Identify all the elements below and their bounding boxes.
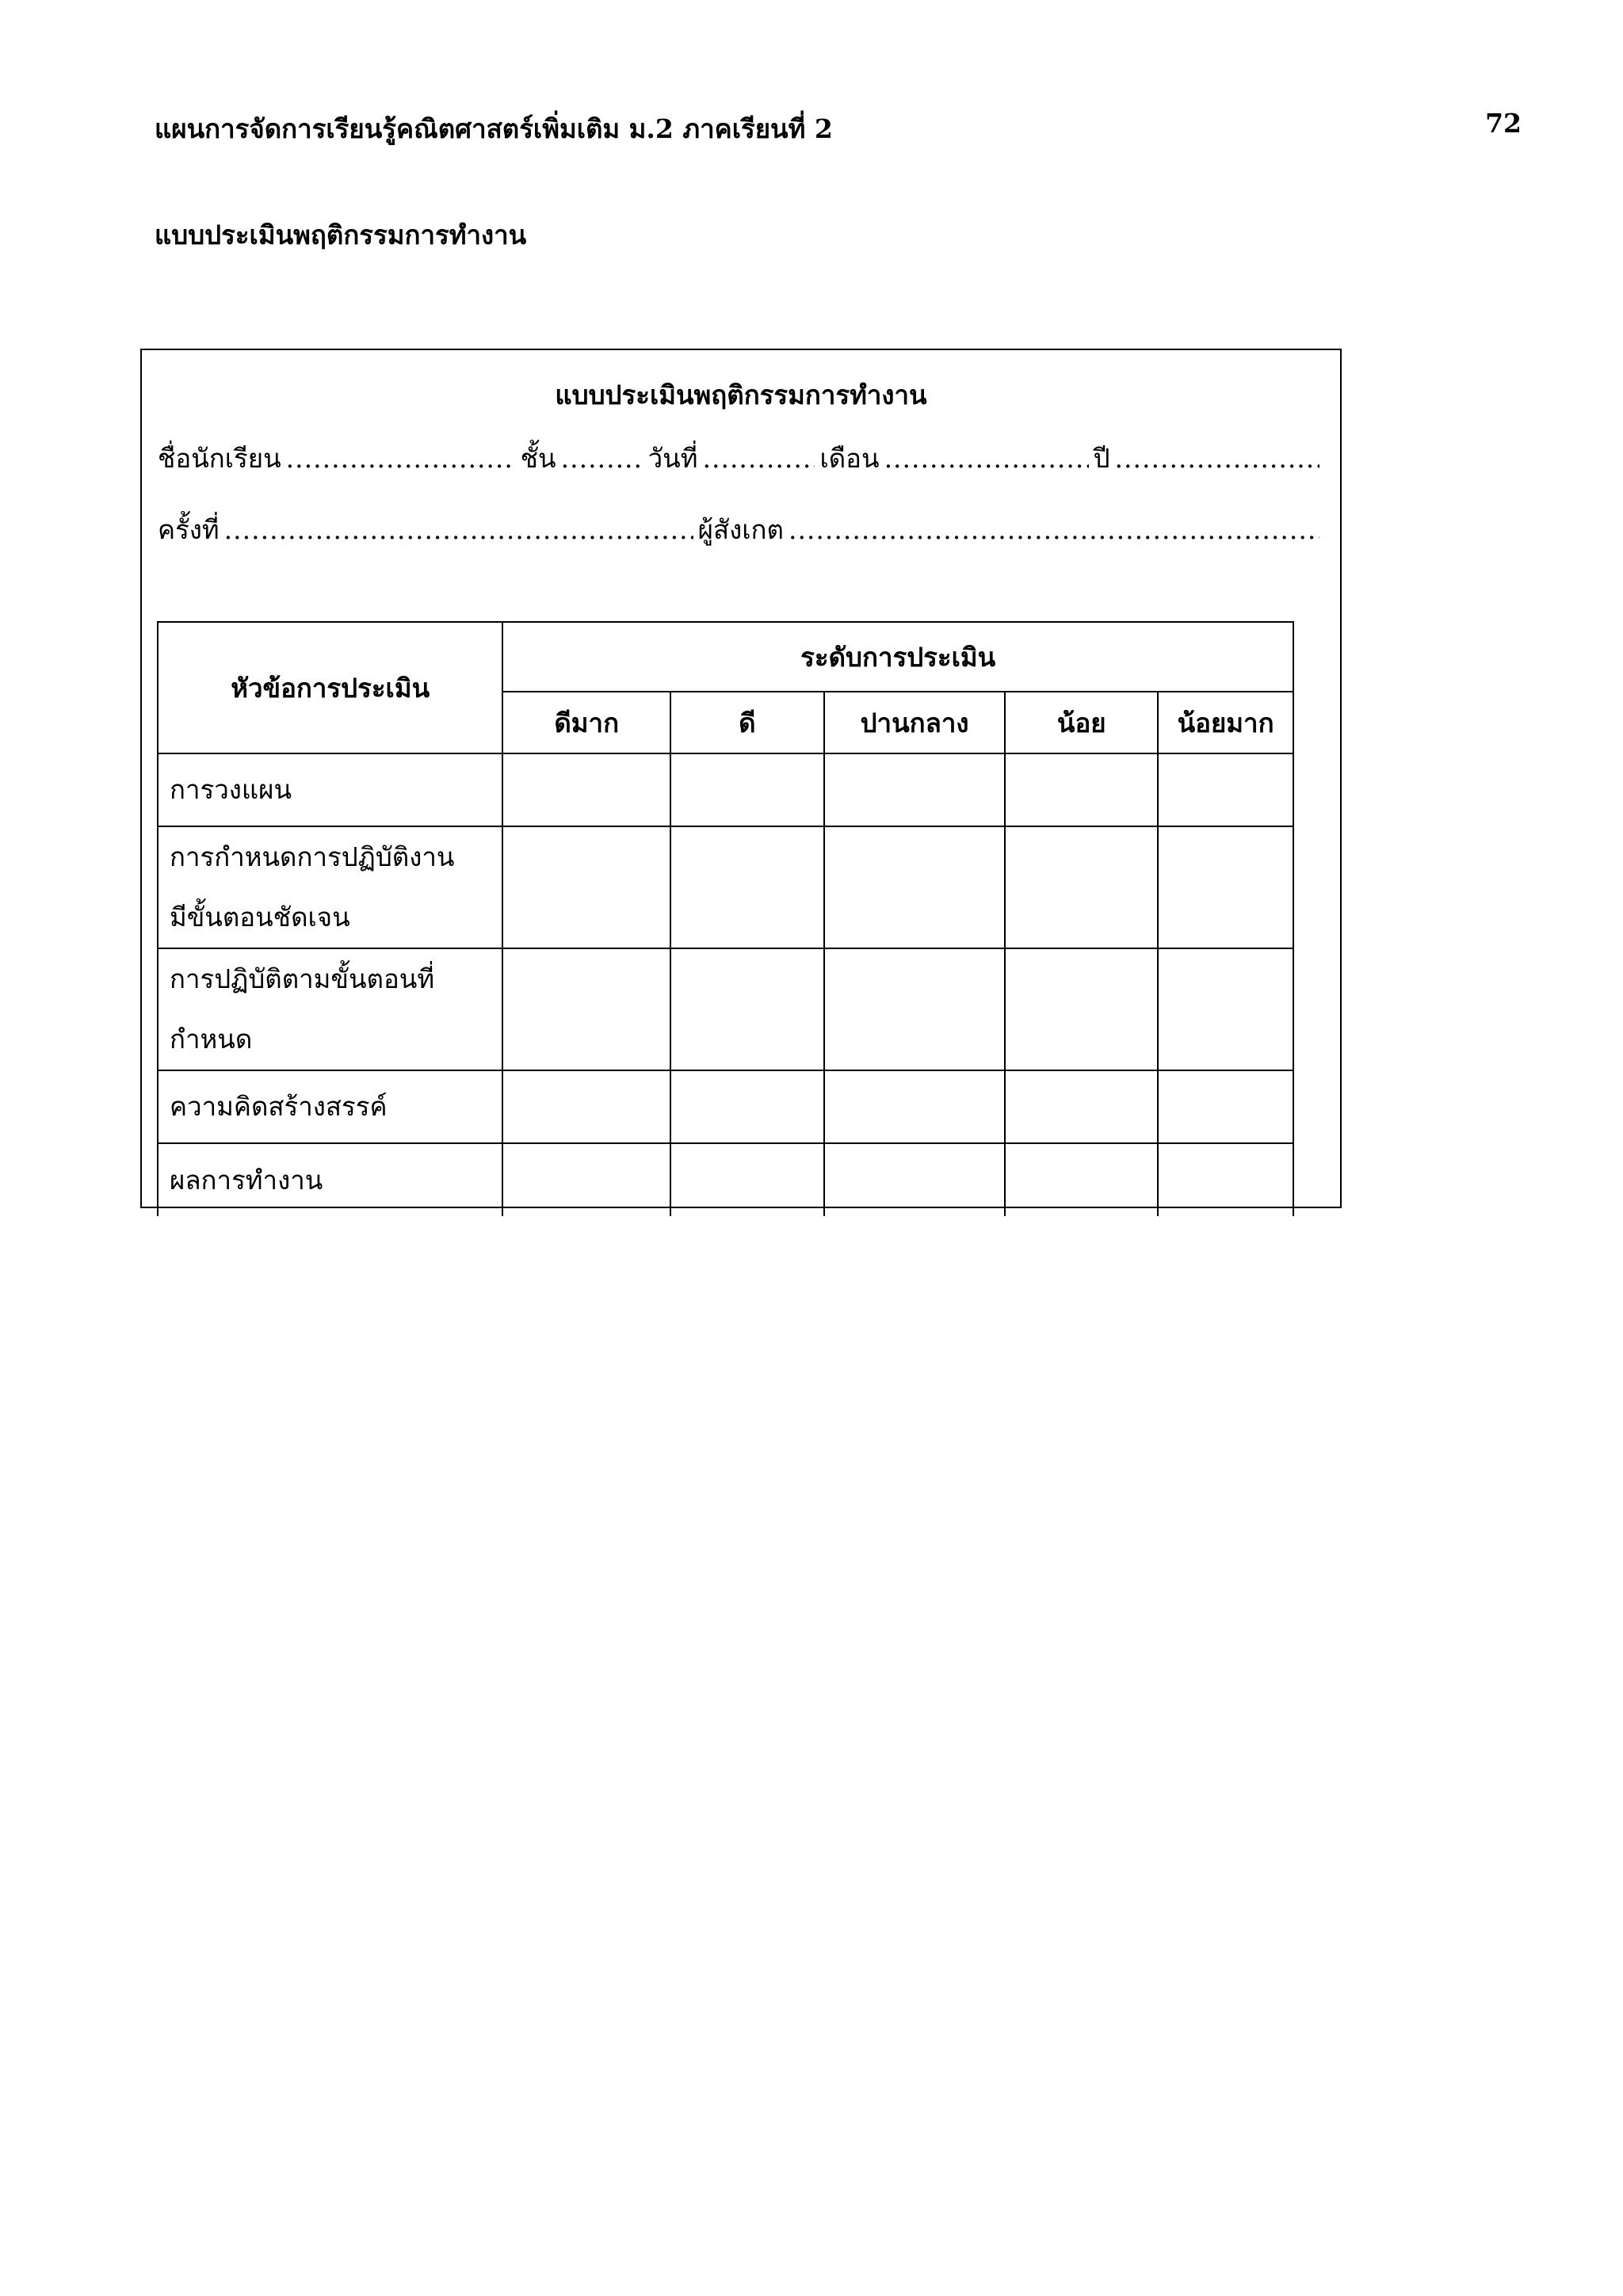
criteria-column-header: หัวข้อการประเมิน [158,622,502,753]
rating-cell[interactable] [502,1143,670,1216]
rating-cell[interactable] [1005,948,1158,1070]
table-row [158,948,1293,1070]
month-field[interactable] [884,443,1089,474]
level-header-very-low: น้อยมาก [1158,692,1293,753]
criterion-cell [158,1070,502,1143]
rating-cell[interactable] [502,948,670,1070]
rating-cell[interactable] [1005,753,1158,826]
class-label: ชั้น [520,443,556,474]
year-label: ปี [1093,443,1110,474]
student-name-label: ชื่อนักเรียน [158,443,281,474]
criterion-cell [158,1143,502,1216]
level-header-good: ดี [670,692,824,753]
year-field[interactable] [1115,443,1319,474]
criterion-label: ความคิดสร้างสรรค์ [170,1091,388,1122]
rating-cell[interactable] [502,753,670,826]
table-row [158,1070,1293,1143]
rating-cell[interactable] [1158,753,1293,826]
observer-label: ผู้สังเกต [697,514,784,545]
rating-cell[interactable] [1158,826,1293,948]
rating-cell[interactable] [1158,948,1293,1070]
rating-cell[interactable] [1005,826,1158,948]
level-header-low: น้อย [1005,692,1158,753]
rating-cell[interactable] [670,826,824,948]
rating-cell[interactable] [824,948,1006,1070]
rating-cell[interactable] [670,753,824,826]
session-field[interactable] [224,514,693,545]
table-row [158,753,1293,826]
criterion-cell [158,753,502,826]
assessment-table [157,621,1294,1216]
rating-cell[interactable] [502,826,670,948]
date-label: วันที่ [647,443,698,474]
rating-cell[interactable] [824,1143,1006,1216]
student-name-field[interactable] [286,443,516,474]
rating-cell[interactable] [824,753,1006,826]
criterion-cell [158,948,502,1070]
table-header-row [158,622,1293,692]
rating-cell[interactable] [1158,1070,1293,1143]
form-info-line-1 [158,437,1324,479]
section-heading: แบบประเมินพฤติกรรมการทำงาน [155,219,527,250]
rating-cell[interactable] [502,1070,670,1143]
date-field[interactable] [702,443,815,474]
session-label: ครั้งที่ [158,514,220,545]
month-label: เดือน [819,443,880,474]
rating-cell[interactable] [1005,1070,1158,1143]
level-header-moderate: ปานกลาง [824,692,1006,753]
table-row [158,826,1293,948]
criterion-label: การวงแผน [170,774,292,805]
rating-cell[interactable] [670,948,824,1070]
rating-cell[interactable] [824,1070,1006,1143]
document-header-title: แผนการจัดการเรียนรู้คณิตศาสตร์เพิ่มเติม ม.2 ภาคเรียนที่ 2 [155,113,833,144]
page-number: 72 [1485,108,1522,139]
form-info-line-2 [158,509,1324,551]
rating-cell[interactable] [670,1070,824,1143]
form-title: แบบประเมินพฤติกรรมการทำงาน [555,379,927,410]
observer-field[interactable] [789,514,1319,545]
level-column-header: ระดับการประเมิน [502,622,1293,692]
criterion-cell [158,826,502,948]
class-field[interactable] [561,443,643,474]
rating-cell[interactable] [1158,1143,1293,1216]
criterion-label: ผลการทำงาน [170,1164,323,1196]
criterion-label-continued: มีขั้นตอนชัดเจน [170,902,350,933]
criterion-label: การกำหนดการปฏิบัติงาน [170,841,455,872]
rating-cell[interactable] [670,1143,824,1216]
rating-cell[interactable] [1005,1143,1158,1216]
level-header-very-good: ดีมาก [502,692,670,753]
assessment-form [140,349,1342,1208]
criterion-label: การปฏิบัติตามขั้นตอนที่ [170,963,435,994]
rating-cell[interactable] [824,826,1006,948]
table-row [158,1143,1293,1216]
criterion-label-continued: กำหนด [170,1024,253,1055]
